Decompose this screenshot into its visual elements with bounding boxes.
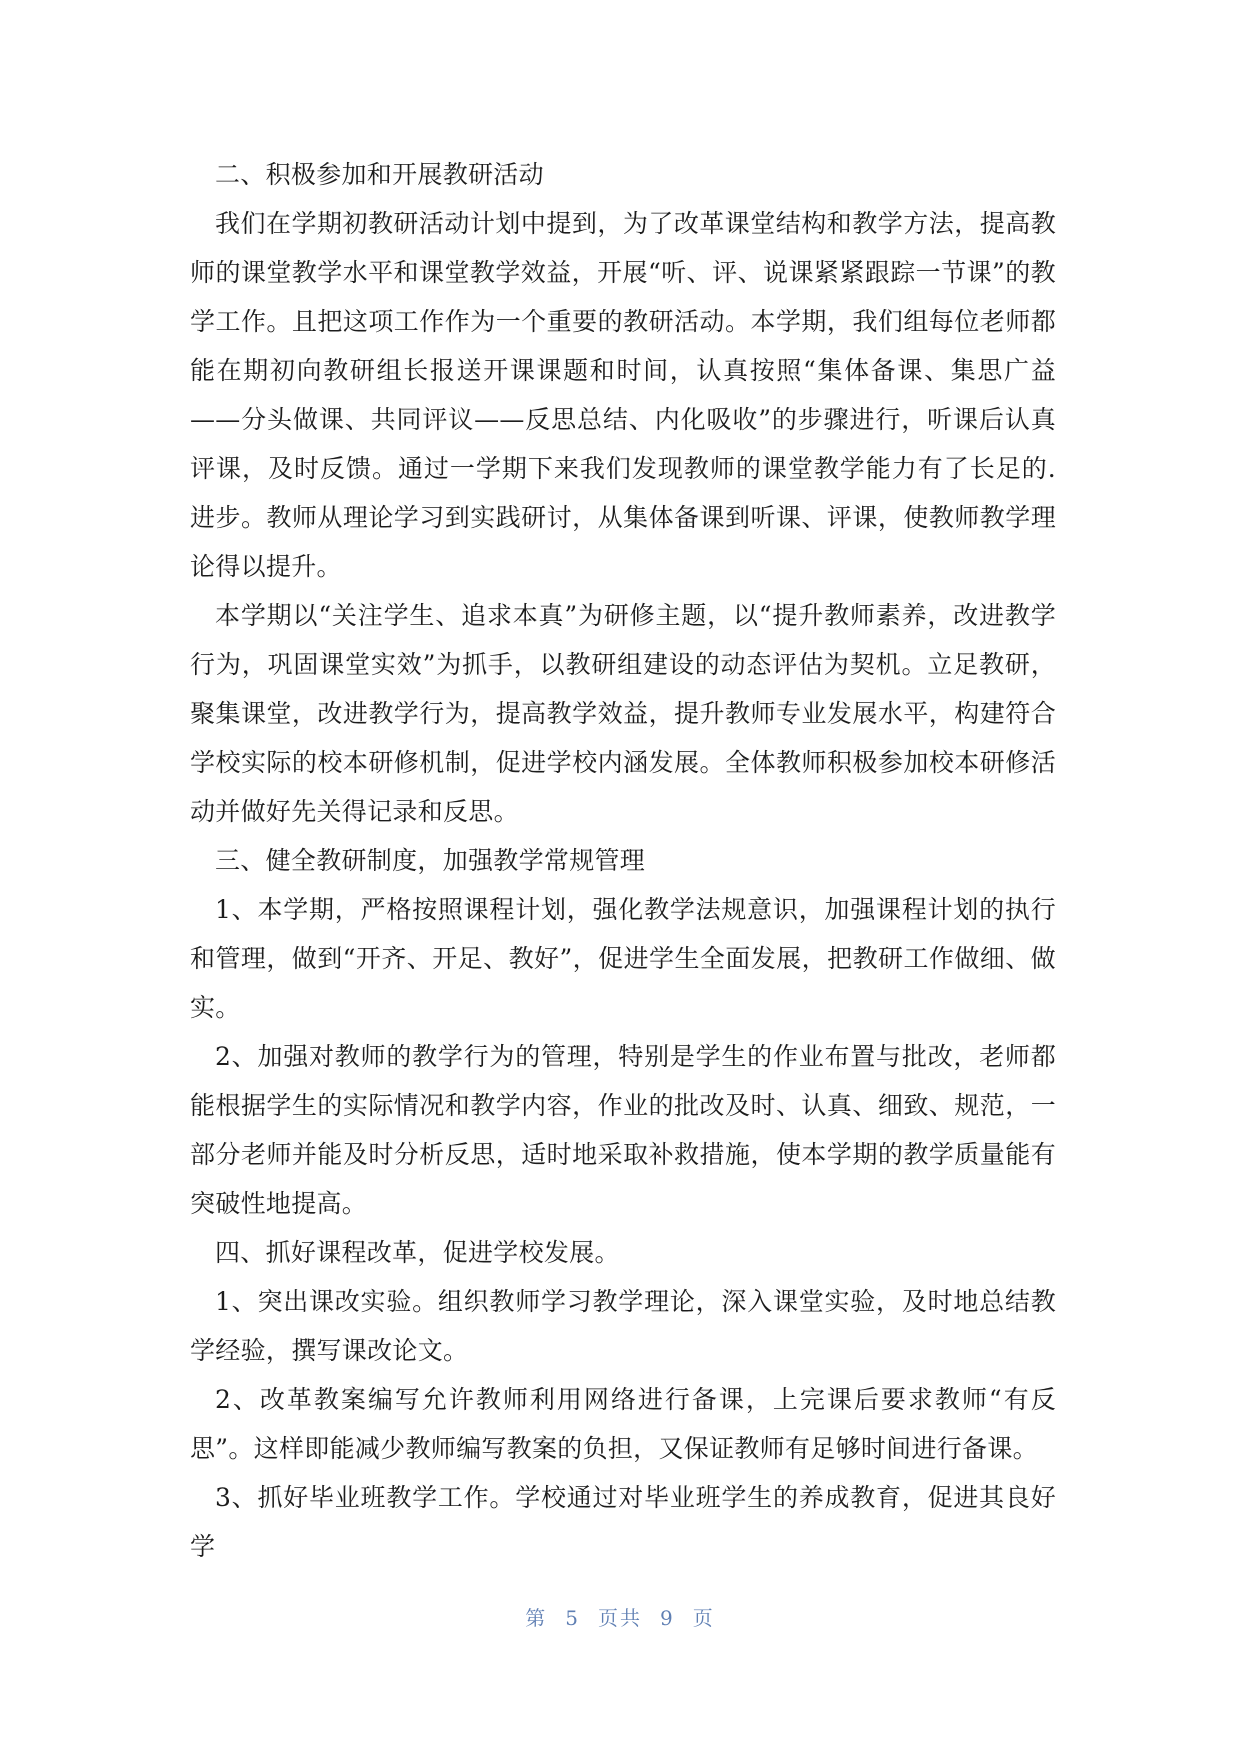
page-footer — [0, 1604, 1240, 1632]
body-paragraph: 我们在学期初教研活动计划中提到，为了改革课堂结构和教学方法，提高教师的课堂教学水平和课堂教学效益，开展“听、评、说课紧紧跟踪一节课”的教学工作。且把这项工作作为一个重要的教研活动。本学期，我们组每位老师都能在期初向教研组长报送开课课题和时间，认真按照“集体备课、集思广益——分头做课、共同评议——反思总结、内化吸收”的步骤进行，听课后认真评课，及时反馈。通过一学期下来我们发现教师的课堂教学能力有了长足的.进步。教师从理论学习到实践研讨，从集体备课到听课、评课，使教师教学理论得以提升。 — [190, 209, 1056, 581]
current-page-number: 5 — [565, 1606, 580, 1630]
page-label-mid: 页共 — [598, 1606, 642, 1630]
page-label-suffix: 页 — [692, 1606, 715, 1630]
document-body — [190, 150, 1056, 1571]
body-paragraph: 本学期以“关注学生、追求本真”为研修主题，以“提升教师素养，改进教学行为，巩固课堂实效”为抓手，以教研组建设的动态评估为契机。立足教研，聚集课堂，改进教学行为，提高教学效益，提升教师专业发展水平，构建符合学校实际的校本研修机制，促进学校内涵发展。全体教师积极参加校本研修活动并做好先关得记录和反思。 — [190, 601, 1056, 826]
total-pages-number: 9 — [660, 1606, 675, 1630]
section-heading: 三、健全教研制度，加强教学常规管理 — [215, 846, 646, 875]
page-label-prefix: 第 — [525, 1606, 548, 1630]
body-paragraph: 2、加强对教师的教学行为的管理，特别是学生的作业布置与批改，老师都能根据学生的实际情况和教学内容，作业的批改及时、认真、细致、规范，一部分老师并能及时分析反思，适时地采取补救措施，使本学期的教学质量能有突破性地提高。 — [190, 1042, 1056, 1218]
body-paragraph: 1、本学期，严格按照课程计划，强化教学法规意识，加强课程计划的执行和管理，做到“开齐、开足、教好”，促进学生全面发展，把教研工作做细、做实。 — [190, 895, 1056, 1022]
body-paragraph: 3、抓好毕业班教学工作。学校通过对毕业班学生的养成教育，促进其良好学 — [190, 1483, 1056, 1561]
section-heading: 四、抓好课程改革，促进学校发展。 — [215, 1238, 620, 1267]
section-heading: 二、积极参加和开展教研活动 — [215, 160, 544, 189]
body-paragraph: 2、改革教案编写允许教师利用网络进行备课，上完课后要求教师“有反思”。这样即能减少教师编写教案的负担，又保证教师有足够时间进行备课。 — [190, 1385, 1056, 1463]
body-paragraph: 1、突出课改实验。组织教师学习教学理论，深入课堂实验，及时地总结教学经验，撰写课改论文。 — [190, 1287, 1056, 1365]
